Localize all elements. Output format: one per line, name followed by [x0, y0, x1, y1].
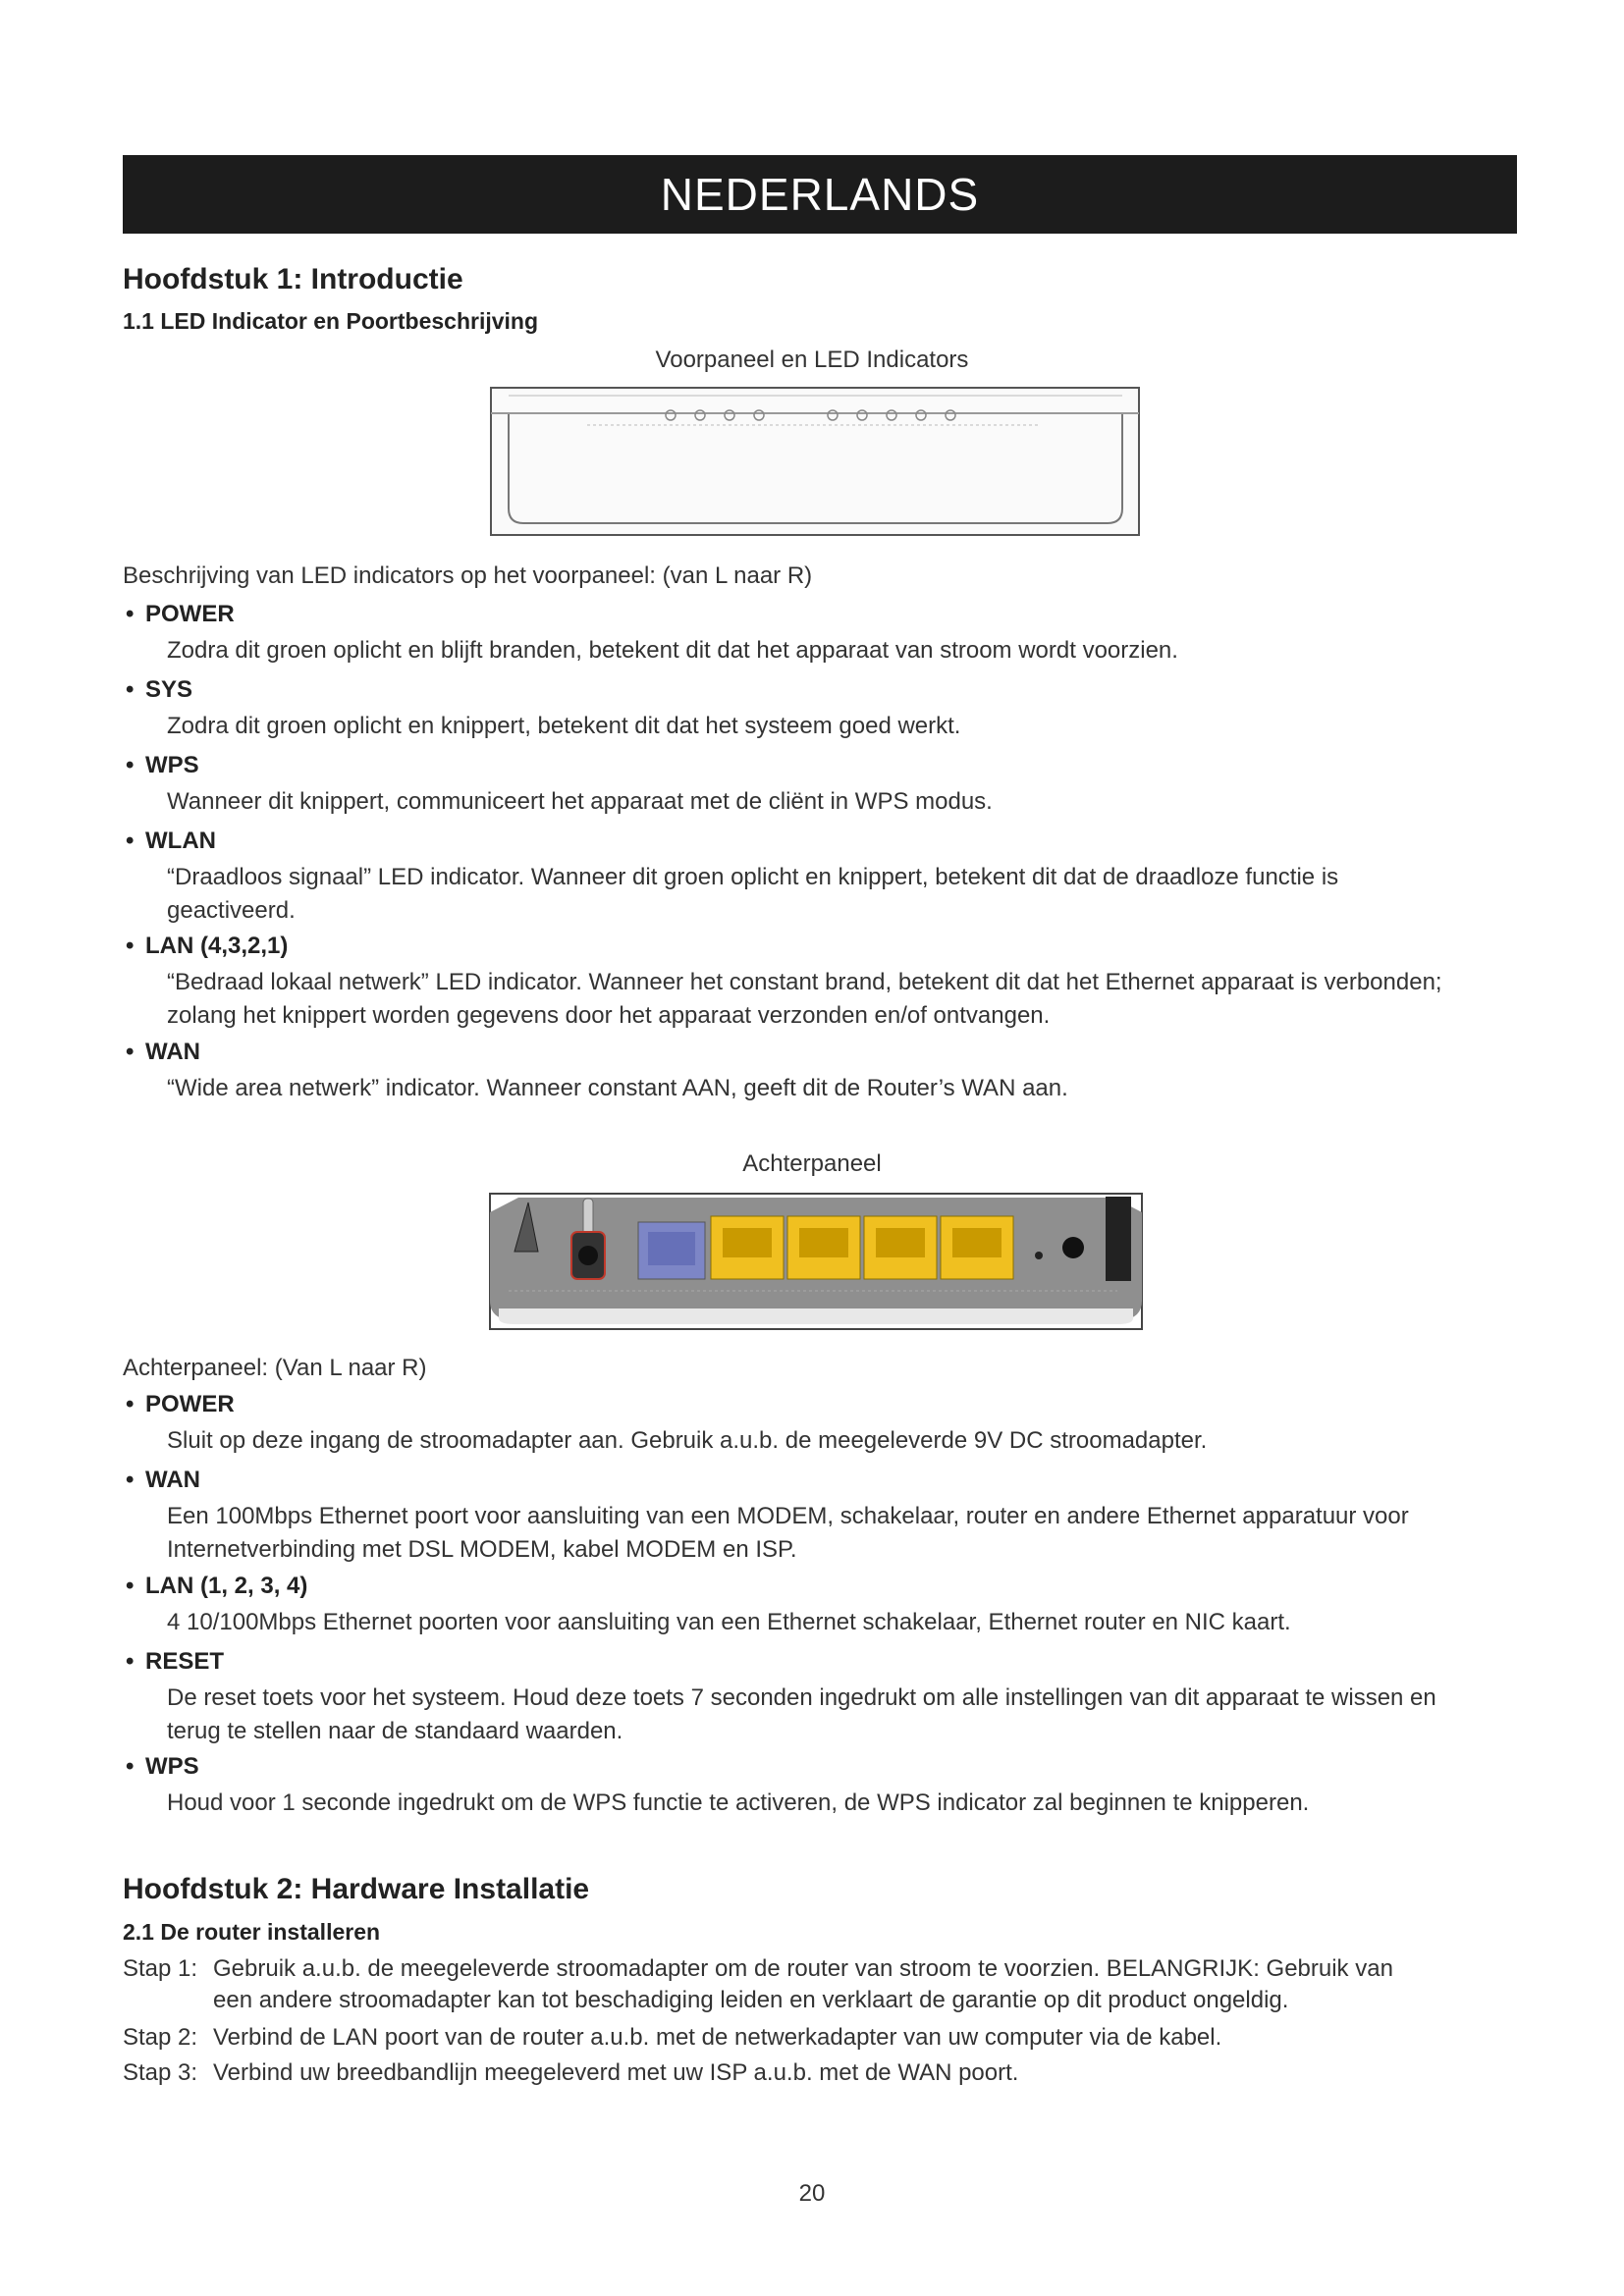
back-item-title-text: WAN — [145, 1467, 200, 1493]
front-item-title-text: WPS — [145, 752, 199, 778]
step-text: Verbind uw breedbandlijn meegeleverd met uw ISP a.u.b. met de WAN poort. — [213, 2059, 1019, 2086]
back-panel-intro: Achterpaneel: (Van L naar R) — [123, 1355, 427, 1381]
front-item-title: • SYS — [126, 676, 193, 703]
front-panel-image — [489, 386, 1141, 538]
install-step — [123, 2022, 1527, 2054]
back-panel-image — [489, 1193, 1143, 1330]
back-item-desc: 4 10/100Mbps Ethernet poorten voor aansluiting van een Ethernet schakelaar, Ethernet router en NIC kaart. — [167, 1609, 1291, 1635]
page-number: 20 — [798, 2180, 826, 2207]
front-item-title-text: WAN — [145, 1039, 200, 1065]
front-panel-intro: Beschrijving van LED indicators op het voorpaneel: (van L naar R) — [123, 562, 813, 589]
front-item-desc: Zodra dit groen oplicht en knippert, betekent dit dat het systeem goed werkt. — [167, 713, 961, 739]
back-item-title-text: POWER — [145, 1391, 235, 1417]
front-panel-caption: Voorpaneel en LED Indicators — [655, 347, 969, 373]
back-panel-caption: Achterpaneel — [742, 1150, 882, 1177]
back-item-desc: Een 100Mbps Ethernet poort voor aansluiting van een MODEM, schakelaar, router en andere Ethernet apparatuur voor Internetverbinding met DSL MODEM, kabel MODEM en ISP. — [167, 1503, 1409, 1563]
front-item-title: • POWER — [126, 601, 235, 627]
chapter-2-title: Hoofdstuk 2: Hardware Installatie — [123, 1873, 590, 1905]
install-step — [123, 1953, 1527, 2016]
front-item-title-text: LAN (4,3,2,1) — [145, 933, 289, 959]
front-item-title-text: SYS — [145, 676, 193, 703]
back-item-desc: Houd voor 1 seconde ingedrukt om de WPS functie te activeren, de WPS indicator zal beginnen te knipperen. — [167, 1789, 1310, 1816]
step-text: Gebruik a.u.b. de meegeleverde stroomadapter om de router van stroom te voorzien. BELANGRIJK: Gebruik van — [213, 1955, 1393, 1982]
back-item-desc: Sluit op deze ingang de stroomadapter aan. Gebruik a.u.b. de meegeleverde 9V DC stroomadapter. — [167, 1427, 1208, 1454]
front-item-title: • WPS — [126, 752, 199, 778]
step-label: Stap 3: — [123, 2059, 198, 2086]
front-item-title: • WLAN — [126, 828, 216, 854]
back-item-title: • RESET — [126, 1648, 225, 1675]
front-item-title-text: WLAN — [145, 828, 216, 854]
step-text-cont: een andere stroomadapter kan tot beschadiging leiden en verklaart de garantie op dit product ongeldig. — [213, 1987, 1289, 2013]
front-item-desc: Wanneer dit knippert, communiceert het apparaat met de cliënt in WPS modus. — [167, 788, 993, 815]
back-item-title-text: RESET — [145, 1648, 225, 1675]
section-2-1-title: 2.1 De router installeren — [123, 1919, 381, 1945]
back-item-title-text: WPS — [145, 1753, 199, 1780]
front-item-desc: “Draadloos signaal” LED indicator. Wanneer dit groen oplicht en knippert, betekent dit dat de draadloze functie is geactiveerd. — [167, 864, 1339, 924]
step-text: Verbind de LAN poort van de router a.u.b. met de netwerkadapter van uw computer via de kabel. — [213, 2024, 1222, 2051]
back-item-title: • LAN (1, 2, 3, 4) — [126, 1573, 308, 1599]
front-item-desc: Zodra dit groen oplicht en blijft branden, betekent dit dat het apparaat van stroom wordt voorzien. — [167, 637, 1178, 664]
front-item-desc: “Bedraad lokaal netwerk” LED indicator. Wanneer het constant brand, betekent dit dat het Ethernet apparaat is verbonden; zolang het knippert worden gegevens door het apparaat verzonden en/of ontvangen. — [167, 969, 1442, 1029]
language-banner: NEDERLANDS — [123, 155, 1517, 234]
step-label: Stap 1: — [123, 1955, 198, 1982]
section-1-1-title: 1.1 LED Indicator en Poortbeschrijving — [123, 308, 539, 334]
back-item-title: • WAN — [126, 1467, 200, 1493]
back-item-title: • WPS — [126, 1753, 199, 1780]
front-item-title-text: POWER — [145, 601, 235, 627]
step-label: Stap 2: — [123, 2024, 198, 2051]
back-item-title-text: LAN (1, 2, 3, 4) — [145, 1573, 308, 1599]
back-item-title: • POWER — [126, 1391, 235, 1417]
chapter-1-title: Hoofdstuk 1: Introductie — [123, 263, 463, 295]
front-item-title: • WAN — [126, 1039, 200, 1065]
back-item-desc: De reset toets voor het systeem. Houd deze toets 7 seconden ingedrukt om alle instellingen van dit apparaat te wissen en terug te stellen naar de standaard waarden. — [167, 1684, 1436, 1744]
front-item-desc: “Wide area netwerk” indicator. Wanneer constant AAN, geeft dit de Router’s WAN aan. — [167, 1075, 1068, 1101]
install-step — [123, 2057, 1527, 2089]
front-item-title: • LAN (4,3,2,1) — [126, 933, 289, 959]
